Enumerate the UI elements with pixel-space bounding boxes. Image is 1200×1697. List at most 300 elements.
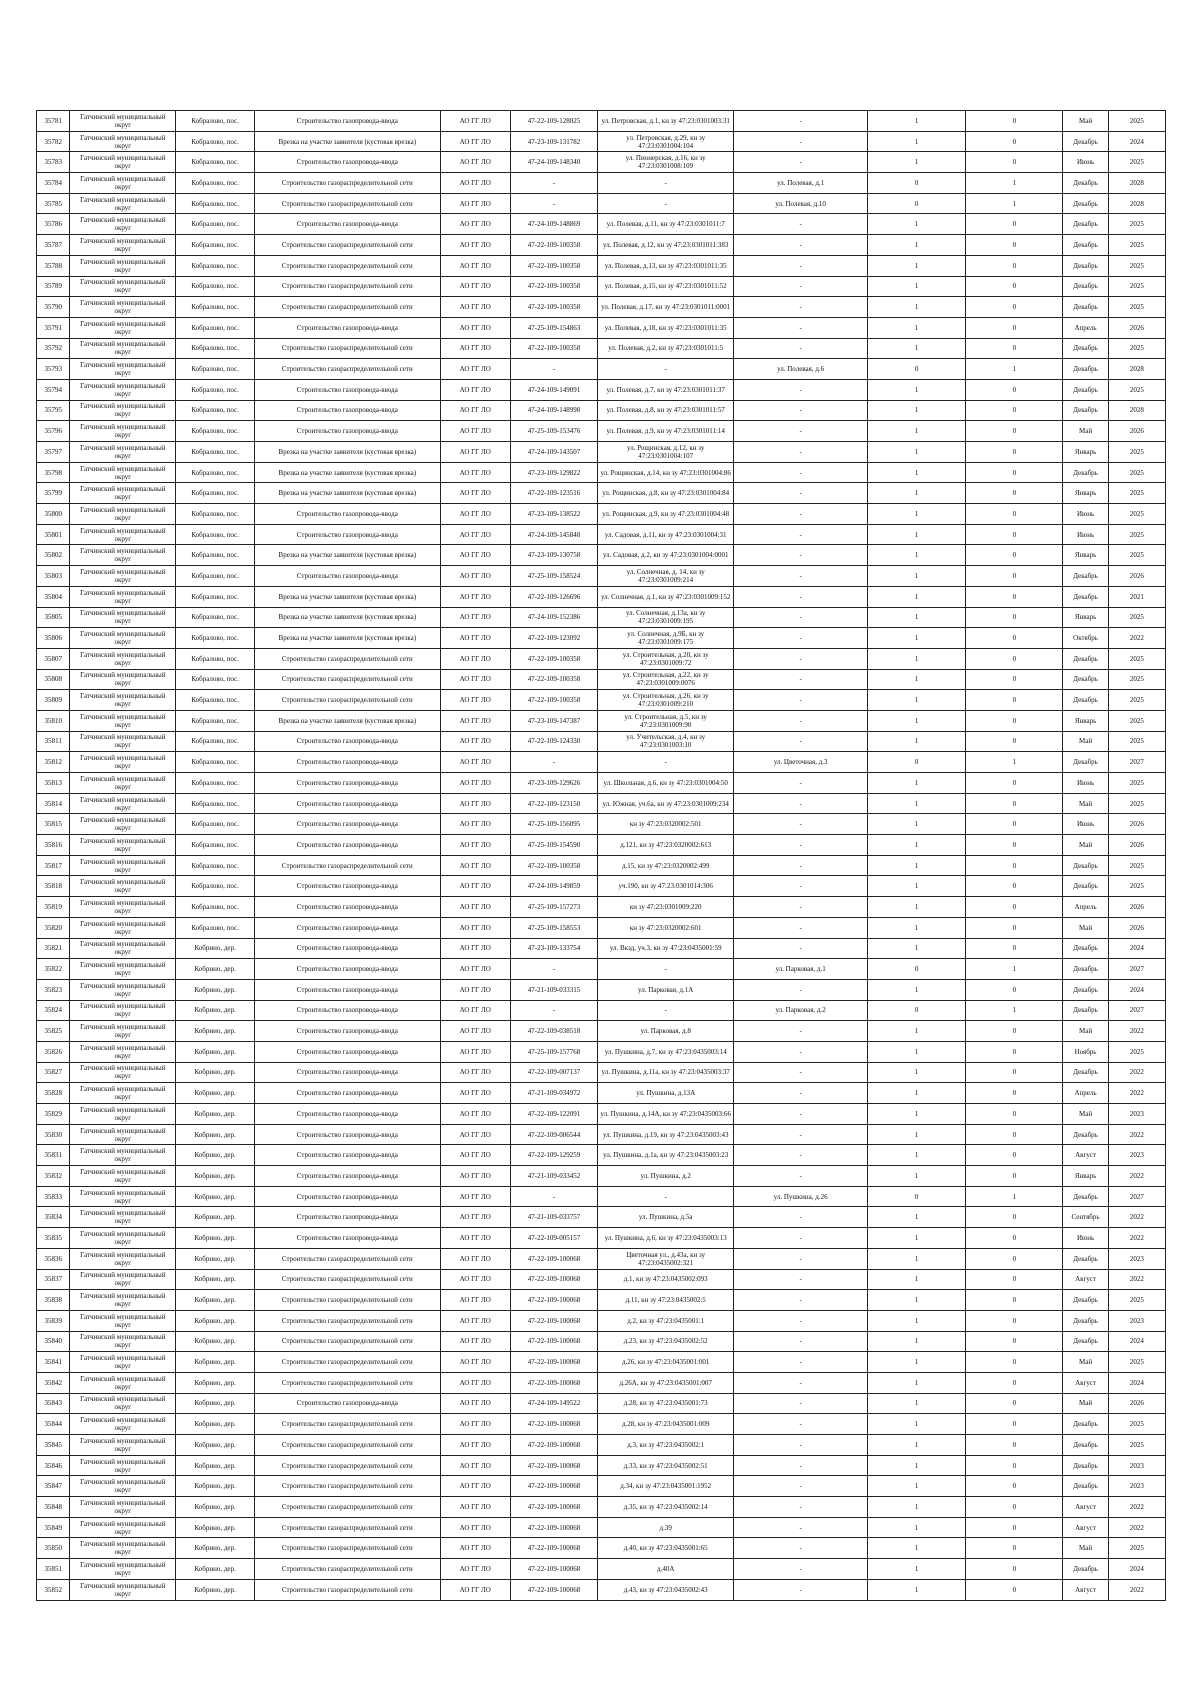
- cell-settlement: Кобрино, дер.: [176, 1062, 255, 1083]
- cell-address: ул. Полевая, д.15, кн зу 47:23:0301011:52: [598, 276, 734, 297]
- cell-work-type: Строительство газопровода-ввода: [255, 814, 441, 835]
- cell-settlement: Кобралово, пос.: [176, 214, 255, 235]
- table-row: [37, 545, 1166, 566]
- cell-count-a: 1: [868, 1041, 966, 1062]
- cell-work-type: Строительство газораспределительной сети: [255, 235, 441, 256]
- cell-organization: АО ГГ ЛО: [440, 669, 510, 690]
- cell-municipality: Гатчинский муниципальный округ: [70, 297, 176, 318]
- cell-organization: АО ГГ ЛО: [440, 1000, 510, 1021]
- table-row: [37, 1538, 1166, 1559]
- cell-count-a: 1: [868, 607, 966, 628]
- cell-row-number: 35781: [37, 111, 70, 132]
- cell-count-a: 1: [868, 338, 966, 359]
- cell-address: д.39: [598, 1517, 734, 1538]
- cell-address-alt: -: [734, 235, 868, 256]
- cell-address-alt: -: [734, 545, 868, 566]
- cell-address: ул. Садовая, д.2, кн зу 47:23:0301004:0001: [598, 545, 734, 566]
- cell-settlement: Кобрино, дер.: [176, 959, 255, 980]
- cell-month: Август: [1063, 1517, 1108, 1538]
- cell-count-b: 0: [966, 1021, 1063, 1042]
- cell-municipality: Гатчинский муниципальный округ: [70, 1062, 176, 1083]
- cell-work-type: Строительство газопровода-ввода: [255, 1041, 441, 1062]
- cell-organization: АО ГГ ЛО: [440, 1517, 510, 1538]
- table-body: [37, 111, 1166, 1601]
- cell-address: ул. Строительная, д.5, кн зу 47:23:0301009:90: [598, 710, 734, 731]
- cell-row-number: 35788: [37, 255, 70, 276]
- cell-count-b: 0: [966, 1104, 1063, 1125]
- table-row: [37, 173, 1166, 194]
- cell-count-b: 0: [966, 979, 1063, 1000]
- cell-settlement: Кобрино, дер.: [176, 1393, 255, 1414]
- cell-count-a: 1: [868, 462, 966, 483]
- cell-address-alt: ул. Цветочная, д.3: [734, 752, 868, 773]
- cell-year: 2028: [1108, 193, 1165, 214]
- cell-municipality: Гатчинский муниципальный округ: [70, 173, 176, 194]
- cell-count-b: 0: [966, 1207, 1063, 1228]
- table-row: [37, 1000, 1166, 1021]
- cell-count-b: 0: [966, 255, 1063, 276]
- cell-count-a: 1: [868, 628, 966, 649]
- cell-organization: АО ГГ ЛО: [440, 545, 510, 566]
- cell-organization: АО ГГ ЛО: [440, 193, 510, 214]
- cell-settlement: Кобралово, пос.: [176, 545, 255, 566]
- cell-row-number: 35791: [37, 317, 70, 338]
- cell-application-number: 47-22-109-006544: [510, 1124, 597, 1145]
- cell-organization: АО ГГ ЛО: [440, 1145, 510, 1166]
- cell-address: д.2, кн зу 47:23:0435001:1: [598, 1310, 734, 1331]
- cell-month: Май: [1063, 421, 1108, 442]
- table-row: [37, 1186, 1166, 1207]
- cell-year: 2022: [1108, 1207, 1165, 1228]
- cell-address-alt: -: [734, 876, 868, 897]
- cell-address-alt: -: [734, 131, 868, 152]
- cell-address: ул. Учительская, д.4, кн зу 47:23:0301003:10: [598, 731, 734, 752]
- cell-application-number: 47-22-109-100068: [510, 1497, 597, 1518]
- cell-month: Декабрь: [1063, 586, 1108, 607]
- cell-application-number: -: [510, 959, 597, 980]
- cell-settlement: Кобралово, пос.: [176, 607, 255, 628]
- cell-municipality: Гатчинский муниципальный округ: [70, 1248, 176, 1269]
- cell-count-b: 0: [966, 628, 1063, 649]
- cell-settlement: Кобрино, дер.: [176, 1269, 255, 1290]
- cell-organization: АО ГГ ЛО: [440, 1290, 510, 1311]
- cell-settlement: Кобралово, пос.: [176, 793, 255, 814]
- cell-settlement: Кобрино, дер.: [176, 1186, 255, 1207]
- cell-count-a: 1: [868, 442, 966, 463]
- cell-address-alt: -: [734, 276, 868, 297]
- cell-application-number: 47-22-109-100068: [510, 1455, 597, 1476]
- cell-work-type: Строительство газопровода-ввода: [255, 1228, 441, 1249]
- cell-count-b: 1: [966, 193, 1063, 214]
- cell-application-number: -: [510, 1186, 597, 1207]
- cell-municipality: Гатчинский муниципальный округ: [70, 773, 176, 794]
- cell-settlement: Кобрино, дер.: [176, 1372, 255, 1393]
- cell-count-a: 1: [868, 1166, 966, 1187]
- cell-work-type: Строительство газопровода-ввода: [255, 214, 441, 235]
- cell-organization: АО ГГ ЛО: [440, 524, 510, 545]
- cell-month: Декабрь: [1063, 979, 1108, 1000]
- cell-year: 2025: [1108, 1041, 1165, 1062]
- cell-organization: АО ГГ ЛО: [440, 979, 510, 1000]
- cell-count-b: 0: [966, 876, 1063, 897]
- cell-address: Цветочная ул., д.43а, кн зу 47:23:0435002:321: [598, 1248, 734, 1269]
- cell-count-a: 1: [868, 1559, 966, 1580]
- cell-settlement: Кобрино, дер.: [176, 1083, 255, 1104]
- cell-month: Декабрь: [1063, 462, 1108, 483]
- cell-application-number: 47-22-109-123516: [510, 483, 597, 504]
- cell-address: ул. Рощинская, д.8, кн зу 47:23:0301004:84: [598, 483, 734, 504]
- cell-work-type: Строительство газопровода-ввода: [255, 752, 441, 773]
- table-row: [37, 752, 1166, 773]
- cell-work-type: Врезка на участке заявителя (кустовая врезка): [255, 710, 441, 731]
- cell-row-number: 35789: [37, 276, 70, 297]
- cell-month: Май: [1063, 731, 1108, 752]
- cell-work-type: Врезка на участке заявителя (кустовая врезка): [255, 462, 441, 483]
- cell-settlement: Кобрино, дер.: [176, 1538, 255, 1559]
- cell-count-b: 0: [966, 400, 1063, 421]
- cell-address: ул. Солнечная, д. 14, кн зу 47:23:0301009:214: [598, 566, 734, 587]
- cell-settlement: Кобралово, пос.: [176, 669, 255, 690]
- cell-organization: АО ГГ ЛО: [440, 111, 510, 132]
- cell-count-a: 1: [868, 876, 966, 897]
- cell-municipality: Гатчинский муниципальный округ: [70, 1041, 176, 1062]
- cell-month: Декабрь: [1063, 1124, 1108, 1145]
- cell-organization: АО ГГ ЛО: [440, 1104, 510, 1125]
- cell-year: 2025: [1108, 607, 1165, 628]
- cell-year: 2022: [1108, 1497, 1165, 1518]
- cell-application-number: 47-22-109-038518: [510, 1021, 597, 1042]
- cell-year: 2024: [1108, 979, 1165, 1000]
- cell-work-type: Строительство газопровода-ввода: [255, 1021, 441, 1042]
- cell-application-number: 47-24-109-148869: [510, 214, 597, 235]
- cell-work-type: Строительство газораспределительной сети: [255, 1538, 441, 1559]
- cell-year: 2025: [1108, 297, 1165, 318]
- cell-row-number: 35785: [37, 193, 70, 214]
- cell-application-number: 47-22-109-100358: [510, 690, 597, 711]
- cell-work-type: Строительство газораспределительной сети: [255, 276, 441, 297]
- cell-month: Декабрь: [1063, 1062, 1108, 1083]
- cell-month: Декабрь: [1063, 566, 1108, 587]
- cell-address: кн зу 47:23:0320002:501: [598, 814, 734, 835]
- cell-month: Декабрь: [1063, 1559, 1108, 1580]
- cell-settlement: Кобралово, пос.: [176, 566, 255, 587]
- cell-month: Декабрь: [1063, 1290, 1108, 1311]
- cell-settlement: Кобралово, пос.: [176, 648, 255, 669]
- cell-address-alt: ул. Парковая, д.2: [734, 1000, 868, 1021]
- cell-address: -: [598, 193, 734, 214]
- cell-month: Декабрь: [1063, 1435, 1108, 1456]
- cell-count-a: 1: [868, 566, 966, 587]
- cell-row-number: 35795: [37, 400, 70, 421]
- cell-settlement: Кобрино, дер.: [176, 979, 255, 1000]
- cell-organization: АО ГГ ЛО: [440, 959, 510, 980]
- cell-year: 2022: [1108, 1021, 1165, 1042]
- cell-address: д.28, кн зу 47:23:0435001:73: [598, 1393, 734, 1414]
- cell-municipality: Гатчинский муниципальный округ: [70, 1228, 176, 1249]
- cell-count-a: 1: [868, 938, 966, 959]
- cell-year: 2025: [1108, 255, 1165, 276]
- cell-municipality: Гатчинский муниципальный округ: [70, 214, 176, 235]
- cell-work-type: Врезка на участке заявителя (кустовая врезка): [255, 545, 441, 566]
- cell-row-number: 35845: [37, 1435, 70, 1456]
- cell-month: Декабрь: [1063, 131, 1108, 152]
- cell-address: ул. Полевая, д.12, кн зу 47:23:0301011:383: [598, 235, 734, 256]
- cell-settlement: Кобралово, пос.: [176, 442, 255, 463]
- cell-count-b: 0: [966, 1414, 1063, 1435]
- table-row: [37, 297, 1166, 318]
- cell-address: ул. Пушкина, д.6, кн зу 47:23:0435003:13: [598, 1228, 734, 1249]
- cell-count-a: 1: [868, 255, 966, 276]
- cell-municipality: Гатчинский муниципальный округ: [70, 979, 176, 1000]
- cell-count-b: 0: [966, 648, 1063, 669]
- cell-work-type: Строительство газораспределительной сети: [255, 1455, 441, 1476]
- cell-settlement: Кобралово, пос.: [176, 731, 255, 752]
- cell-settlement: Кобралово, пос.: [176, 504, 255, 525]
- cell-count-a: 1: [868, 917, 966, 938]
- cell-municipality: Гатчинский муниципальный округ: [70, 462, 176, 483]
- cell-count-a: 0: [868, 959, 966, 980]
- cell-application-number: 47-22-109-100358: [510, 855, 597, 876]
- cell-row-number: 35784: [37, 173, 70, 194]
- cell-count-b: 0: [966, 566, 1063, 587]
- cell-year: 2026: [1108, 566, 1165, 587]
- cell-month: Декабрь: [1063, 1000, 1108, 1021]
- cell-address: ул. Строительная, д.22, кн зу 47:23:0301009:0076: [598, 669, 734, 690]
- cell-year: 2025: [1108, 1352, 1165, 1373]
- table-row: [37, 1310, 1166, 1331]
- cell-month: Декабрь: [1063, 1186, 1108, 1207]
- cell-address: ул. Рощинская, д.14, кн зу 47:23:0301004:86: [598, 462, 734, 483]
- cell-month: Июнь: [1063, 524, 1108, 545]
- cell-count-a: 1: [868, 855, 966, 876]
- cell-row-number: 35827: [37, 1062, 70, 1083]
- cell-organization: АО ГГ ЛО: [440, 1041, 510, 1062]
- cell-settlement: Кобрино, дер.: [176, 1331, 255, 1352]
- cell-count-b: 0: [966, 1435, 1063, 1456]
- cell-year: 2022: [1108, 1062, 1165, 1083]
- cell-count-b: 0: [966, 1517, 1063, 1538]
- table-row: [37, 1579, 1166, 1600]
- cell-address: -: [598, 752, 734, 773]
- cell-row-number: 35799: [37, 483, 70, 504]
- cell-row-number: 35831: [37, 1145, 70, 1166]
- cell-work-type: Строительство газопровода-ввода: [255, 835, 441, 856]
- cell-address-alt: -: [734, 1207, 868, 1228]
- cell-settlement: Кобралово, пос.: [176, 917, 255, 938]
- cell-address: д.1, кн зу 47:23:0435002:093: [598, 1269, 734, 1290]
- cell-month: Май: [1063, 1104, 1108, 1125]
- cell-count-b: 0: [966, 235, 1063, 256]
- cell-address: -: [598, 1000, 734, 1021]
- cell-application-number: 47-22-109-100068: [510, 1290, 597, 1311]
- cell-work-type: Строительство газопровода-ввода: [255, 1186, 441, 1207]
- cell-month: Май: [1063, 1538, 1108, 1559]
- cell-work-type: Строительство газораспределительной сети: [255, 1579, 441, 1600]
- cell-month: Май: [1063, 111, 1108, 132]
- cell-count-b: 0: [966, 524, 1063, 545]
- cell-settlement: Кобрино, дер.: [176, 1290, 255, 1311]
- cell-count-b: 0: [966, 1124, 1063, 1145]
- cell-address-alt: -: [734, 1062, 868, 1083]
- cell-count-b: 0: [966, 1083, 1063, 1104]
- cell-year: 2026: [1108, 917, 1165, 938]
- cell-year: 2025: [1108, 648, 1165, 669]
- cell-year: 2022: [1108, 1579, 1165, 1600]
- cell-settlement: Кобралово, пос.: [176, 111, 255, 132]
- cell-application-number: -: [510, 173, 597, 194]
- cell-work-type: Строительство газораспределительной сети: [255, 297, 441, 318]
- cell-count-b: 0: [966, 690, 1063, 711]
- cell-application-number: 47-22-109-100068: [510, 1517, 597, 1538]
- cell-municipality: Гатчинский муниципальный округ: [70, 1517, 176, 1538]
- table-row: [37, 1352, 1166, 1373]
- cell-year: 2024: [1108, 938, 1165, 959]
- cell-month: Январь: [1063, 483, 1108, 504]
- cell-settlement: Кобрино, дер.: [176, 1166, 255, 1187]
- cell-address-alt: -: [734, 1559, 868, 1580]
- cell-month: Декабрь: [1063, 214, 1108, 235]
- cell-row-number: 35798: [37, 462, 70, 483]
- cell-count-b: 0: [966, 1228, 1063, 1249]
- cell-organization: АО ГГ ЛО: [440, 1124, 510, 1145]
- cell-row-number: 35787: [37, 235, 70, 256]
- table-row: [37, 1083, 1166, 1104]
- cell-organization: АО ГГ ЛО: [440, 938, 510, 959]
- cell-settlement: Кобралово, пос.: [176, 400, 255, 421]
- cell-work-type: Строительство газораспределительной сети: [255, 1559, 441, 1580]
- cell-month: Декабрь: [1063, 690, 1108, 711]
- cell-application-number: 47-22-109-100068: [510, 1331, 597, 1352]
- cell-year: 2025: [1108, 545, 1165, 566]
- cell-year: 2022: [1108, 1228, 1165, 1249]
- cell-address: -: [598, 173, 734, 194]
- cell-application-number: 47-25-109-157768: [510, 1041, 597, 1062]
- table-row: [37, 1455, 1166, 1476]
- cell-count-a: 1: [868, 979, 966, 1000]
- cell-year: 2022: [1108, 1269, 1165, 1290]
- cell-year: 2023: [1108, 1310, 1165, 1331]
- cell-settlement: Кобрино, дер.: [176, 1517, 255, 1538]
- table-row: [37, 421, 1166, 442]
- cell-address-alt: -: [734, 483, 868, 504]
- cell-address-alt: -: [734, 979, 868, 1000]
- cell-organization: АО ГГ ЛО: [440, 1579, 510, 1600]
- cell-count-a: 0: [868, 359, 966, 380]
- cell-organization: АО ГГ ЛО: [440, 752, 510, 773]
- cell-application-number: 47-21-109-034972: [510, 1083, 597, 1104]
- cell-work-type: Строительство газопровода-ввода: [255, 897, 441, 918]
- cell-address: ул. Солнечная, д.9Б, кн зу 47:23:0301009:175: [598, 628, 734, 649]
- cell-work-type: Строительство газораспределительной сети: [255, 1497, 441, 1518]
- cell-count-b: 0: [966, 545, 1063, 566]
- cell-row-number: 35821: [37, 938, 70, 959]
- cell-address: ул. Полевая, д.18, кн зу 47:23:0301011:35: [598, 317, 734, 338]
- cell-application-number: 47-24-109-149859: [510, 876, 597, 897]
- cell-count-b: 0: [966, 1476, 1063, 1497]
- cell-address-alt: -: [734, 1166, 868, 1187]
- table-row: [37, 586, 1166, 607]
- cell-municipality: Гатчинский муниципальный округ: [70, 1476, 176, 1497]
- cell-count-b: 0: [966, 1041, 1063, 1062]
- cell-address: ул. Полевая, д.11, кн зу 47:23:0301011:7: [598, 214, 734, 235]
- cell-work-type: Врезка на участке заявителя (кустовая врезка): [255, 442, 441, 463]
- cell-organization: АО ГГ ЛО: [440, 710, 510, 731]
- cell-count-b: 0: [966, 731, 1063, 752]
- cell-address-alt: -: [734, 855, 868, 876]
- cell-month: Декабрь: [1063, 297, 1108, 318]
- cell-address-alt: ул. Полевая, д.1: [734, 173, 868, 194]
- cell-address: ул. Полевая, д.2, кн зу 47:23:0301011:5: [598, 338, 734, 359]
- cell-organization: АО ГГ ЛО: [440, 152, 510, 173]
- cell-row-number: 35839: [37, 1310, 70, 1331]
- cell-application-number: 47-22-109-100358: [510, 669, 597, 690]
- cell-address-alt: -: [734, 1124, 868, 1145]
- cell-municipality: Гатчинский муниципальный округ: [70, 648, 176, 669]
- cell-year: 2025: [1108, 214, 1165, 235]
- cell-count-b: 0: [966, 607, 1063, 628]
- table-row: [37, 628, 1166, 649]
- cell-application-number: 47-24-109-149522: [510, 1393, 597, 1414]
- cell-municipality: Гатчинский муниципальный округ: [70, 1435, 176, 1456]
- table-row: [37, 1497, 1166, 1518]
- cell-settlement: Кобралово, пос.: [176, 462, 255, 483]
- cell-application-number: 47-25-109-157273: [510, 897, 597, 918]
- cell-count-a: 1: [868, 152, 966, 173]
- cell-row-number: 35816: [37, 835, 70, 856]
- cell-work-type: Строительство газопровода-ввода: [255, 938, 441, 959]
- cell-work-type: Строительство газораспределительной сети: [255, 1248, 441, 1269]
- cell-month: Май: [1063, 917, 1108, 938]
- cell-count-a: 1: [868, 297, 966, 318]
- cell-work-type: Строительство газораспределительной сети: [255, 173, 441, 194]
- cell-month: Декабрь: [1063, 1476, 1108, 1497]
- cell-count-b: 0: [966, 442, 1063, 463]
- cell-row-number: 35840: [37, 1331, 70, 1352]
- cell-work-type: Строительство газопровода-ввода: [255, 1207, 441, 1228]
- cell-application-number: 47-25-109-154863: [510, 317, 597, 338]
- cell-address-alt: -: [734, 1331, 868, 1352]
- cell-address-alt: -: [734, 607, 868, 628]
- cell-row-number: 35812: [37, 752, 70, 773]
- cell-row-number: 35842: [37, 1372, 70, 1393]
- cell-count-b: 0: [966, 504, 1063, 525]
- cell-organization: АО ГГ ЛО: [440, 897, 510, 918]
- cell-row-number: 35819: [37, 897, 70, 918]
- cell-year: 2027: [1108, 959, 1165, 980]
- table-row: [37, 214, 1166, 235]
- cell-month: Август: [1063, 1269, 1108, 1290]
- cell-address: д.33, кн зу 47:23:0435002:51: [598, 1455, 734, 1476]
- cell-organization: АО ГГ ЛО: [440, 442, 510, 463]
- cell-count-b: 0: [966, 297, 1063, 318]
- cell-year: 2022: [1108, 1166, 1165, 1187]
- table-row: [37, 1021, 1166, 1042]
- cell-address: ул. Садовая, д.11, кн зу 47:23:0301004:31: [598, 524, 734, 545]
- cell-work-type: Строительство газораспределительной сети: [255, 1269, 441, 1290]
- cell-address-alt: -: [734, 255, 868, 276]
- cell-address-alt: -: [734, 690, 868, 711]
- cell-row-number: 35810: [37, 710, 70, 731]
- cell-count-a: 1: [868, 276, 966, 297]
- cell-address: -: [598, 959, 734, 980]
- cell-row-number: 35807: [37, 648, 70, 669]
- table-row: [37, 1124, 1166, 1145]
- cell-work-type: Строительство газораспределительной сети: [255, 1414, 441, 1435]
- cell-month: Декабрь: [1063, 669, 1108, 690]
- cell-organization: АО ГГ ЛО: [440, 1186, 510, 1207]
- cell-settlement: Кобралово, пос.: [176, 773, 255, 794]
- cell-address-alt: -: [734, 1310, 868, 1331]
